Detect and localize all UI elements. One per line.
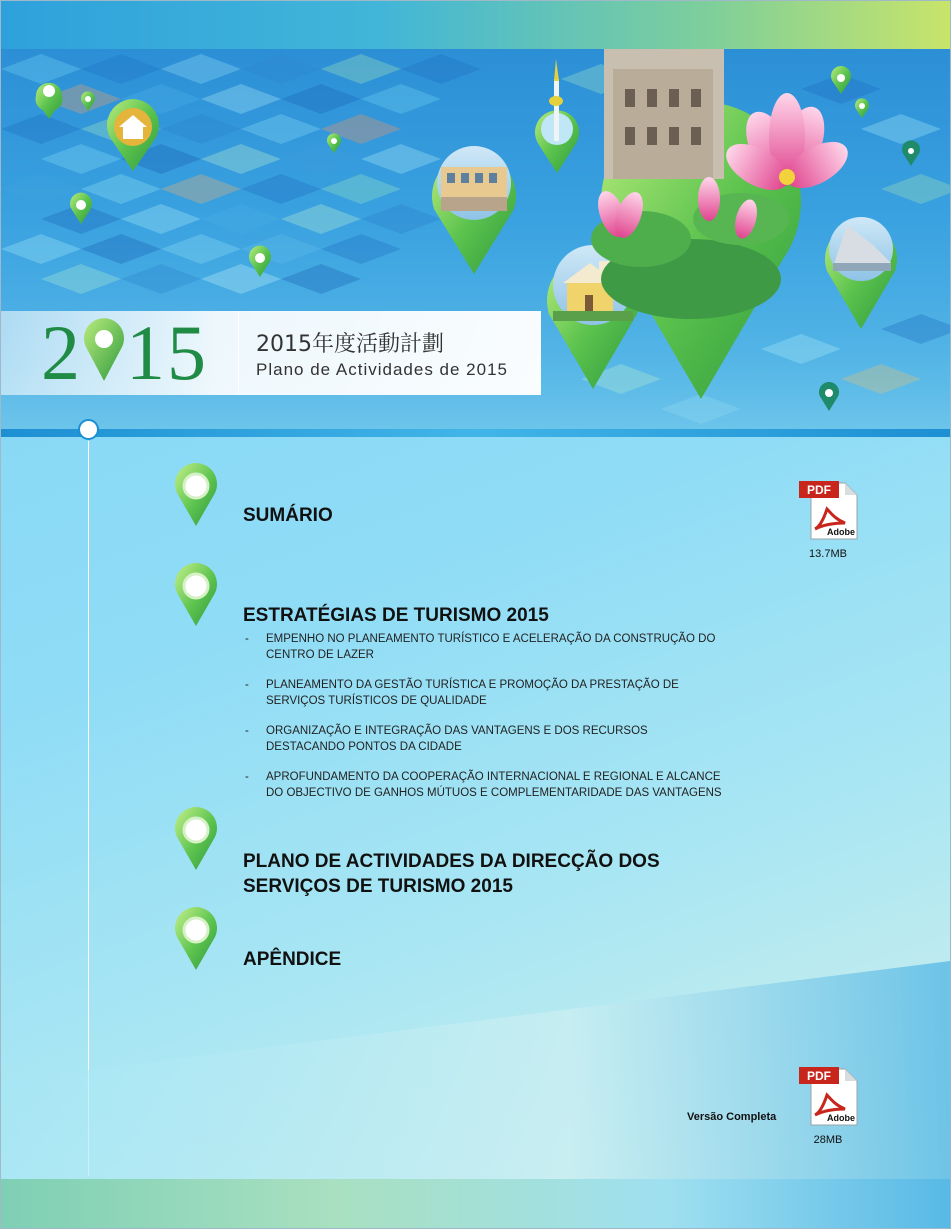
section-pin-icon (173, 807, 219, 871)
strategy-line: SERVIÇOS TURÍSTICOS DE QUALIDADE (266, 694, 487, 707)
bullet-dash: - (245, 679, 249, 691)
file-size: 28MB (813, 1134, 843, 1146)
pdf-badge: PDF (807, 483, 831, 497)
strategy-line: EMPENHO NO PLANEAMENTO TURÍSTICO E ACELERAÇÃO DA CONSTRUÇÃO DO (266, 633, 716, 645)
strategy-line: DO OBJECTIVO DE GANHOS MÚTUOS E COMPLEMENTARIDADE DAS VANTAGENS (266, 786, 722, 799)
section-link-estrategias[interactable] (243, 603, 549, 628)
banner-bottom-bar (1, 429, 950, 437)
title-chinese: 2015年度活動計劃 (256, 332, 444, 357)
section-pin-icon (173, 563, 219, 627)
section-link-sumario[interactable] (243, 503, 333, 528)
section-title: APÊNDICE (243, 949, 342, 970)
file-size: 13.7MB (809, 548, 847, 560)
full-version-label[interactable]: Versão Completa (687, 1111, 777, 1123)
strategy-line: DESTACANDO PONTOS DA CIDADE (266, 740, 462, 753)
top-gradient-bar (1, 1, 950, 49)
section-title-line: SERVIÇOS DE TURISMO 2015 (243, 876, 513, 897)
strategy-item[interactable] (245, 770, 735, 801)
year-pin-icon (82, 315, 126, 381)
bullet-dash: - (245, 633, 249, 645)
footer-gradient-bar (1, 1179, 950, 1228)
strategies-list (245, 632, 735, 816)
pdf-download-summary[interactable] (797, 479, 859, 560)
strategy-item[interactable] (245, 678, 735, 709)
strategy-line: CENTRO DE LAZER (266, 648, 374, 661)
bullet-dash: - (245, 725, 249, 737)
section-title: ESTRATÉGIAS DE TURISMO 2015 (243, 605, 549, 626)
year-prefix: 2 (41, 309, 82, 396)
title-divider (238, 311, 239, 395)
strategy-line: ORGANIZAÇÃO E INTEGRAÇÃO DAS VANTAGENS E DOS RECURSOS (266, 725, 648, 737)
year-suffix: 15 (126, 309, 208, 396)
pdf-download-full[interactable] (797, 1065, 859, 1146)
strategy-item[interactable] (245, 632, 735, 663)
section-title-line: PLANO DE ACTIVIDADES DA DIRECÇÃO DOS (243, 851, 660, 872)
strategy-item[interactable] (245, 724, 735, 755)
section-title: SUMÁRIO (243, 505, 333, 526)
section-pin-icon (173, 463, 219, 527)
strategy-line: APROFUNDAMENTO DA COOPERAÇÃO INTERNACIONAL E REGIONAL E ALCANCE (266, 771, 721, 783)
pdf-file-icon (797, 479, 859, 541)
pdf-brand: Adobe (827, 527, 855, 537)
title-portuguese: Plano de Actividades de 2015 (256, 360, 509, 379)
pdf-file-icon (797, 1065, 859, 1127)
section-link-plano-actividades[interactable] (243, 849, 660, 899)
timeline-node (78, 419, 99, 440)
pdf-badge: PDF (807, 1069, 831, 1083)
strategy-line: PLANEAMENTO DA GESTÃO TURÍSTICA E PROMOÇÃO DA PRESTAÇÃO DE (266, 679, 679, 691)
bullet-dash: - (245, 771, 249, 783)
big-year (41, 311, 208, 395)
header-banner (1, 49, 950, 429)
pdf-brand: Adobe (827, 1113, 855, 1123)
